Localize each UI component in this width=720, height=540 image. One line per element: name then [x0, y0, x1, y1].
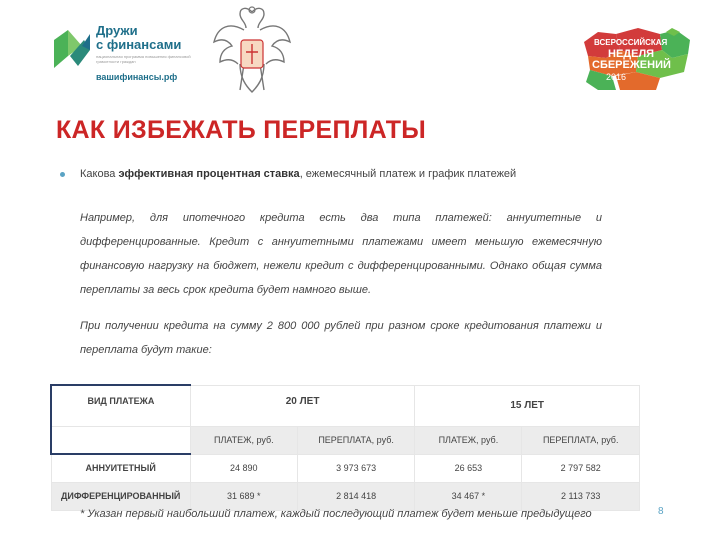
table-header-row: [51, 385, 640, 427]
logo-subtitle: национальная программа повышения финансовой грамотности граждан: [96, 54, 191, 64]
druzhi-s-finansami-logo: [52, 22, 202, 90]
cell-value: 34 467 *: [415, 482, 522, 510]
page-number: 8: [658, 506, 664, 517]
cell-value: 24 890: [190, 454, 297, 482]
savings-week-line3: СБЕРЕЖЕНИЙ: [592, 59, 671, 71]
subheader-overpay-15: ПЕРЕПЛАТА, руб.: [522, 427, 640, 455]
bullet-prefix: Какова: [80, 168, 119, 180]
cell-value: 26 653: [415, 454, 522, 482]
table-row: [51, 454, 640, 482]
bullet-suffix: , ежемесячный платеж и график платежей: [299, 168, 517, 180]
cell-value: 31 689 *: [190, 482, 297, 510]
subheader-overpay-20: ПЕРЕПЛАТА, руб.: [297, 427, 415, 455]
cell-value: 2 113 733: [522, 482, 640, 510]
header-payment-type: ВИД ПЛАТЕЖА: [51, 385, 190, 427]
double-headed-eagle-emblem-icon: [210, 2, 294, 98]
bullet-text: [80, 168, 516, 180]
savings-week-line2: НЕДЕЛЯ: [608, 48, 655, 60]
paragraph-payment-types: Например, для ипотечного кредита есть два типа платежей: аннуитетные и дифференцированные. Кредит с аннуитетными платежами имеет меньшую ежемесячную финансовую нагрузку на бюджет, нежели кредит с дифференцированными. Однако общая сумма переплаты за весь срок кредита будет намного выше.: [80, 212, 602, 296]
table-subheader-row: [51, 427, 640, 455]
logo-url: вашифинансы.рф: [96, 72, 178, 82]
cell-value: 2 797 582: [522, 454, 640, 482]
header-blank-cell: [51, 427, 190, 455]
subheader-payment-20: ПЛАТЕЖ, руб.: [190, 427, 297, 455]
bullet-bold: эффективная процентная ставка: [118, 168, 300, 180]
cell-value: 2 814 418: [297, 482, 415, 510]
table-row: [51, 482, 640, 510]
paragraph-loan-example: При получении кредита на сумму 2 800 000 рублей при разном сроке кредитования платежи и переплата будут такие:: [80, 320, 602, 356]
header-20-years: 20 ЛЕТ: [190, 385, 415, 427]
payments-table: [50, 384, 640, 511]
row-label: АННУИТЕТНЫЙ: [51, 454, 190, 482]
slide-title: КАК ИЗБЕЖАТЬ ПЕРЕПЛАТЫ: [56, 116, 427, 144]
row-label: ДИФФЕРЕНЦИРОВАННЫЙ: [51, 482, 190, 510]
cell-value: 3 973 673: [297, 454, 415, 482]
header-15-years: 15 ЛЕТ: [415, 385, 640, 427]
finance-logo-mark-icon: [52, 26, 92, 70]
bullet-dot-icon: [60, 172, 65, 177]
footnote: * Указан первый наибольший платеж, каждый последующий платеж будет меньше предыдущего: [80, 508, 592, 520]
savings-week-line1: ВСЕРОССИЙСКАЯ: [594, 38, 668, 47]
savings-week-logo: [576, 28, 694, 92]
subheader-payment-15: ПЛАТЕЖ, руб.: [415, 427, 522, 455]
savings-week-year: 2016: [606, 72, 627, 82]
logo-title: Дружи с финансами: [96, 23, 182, 52]
